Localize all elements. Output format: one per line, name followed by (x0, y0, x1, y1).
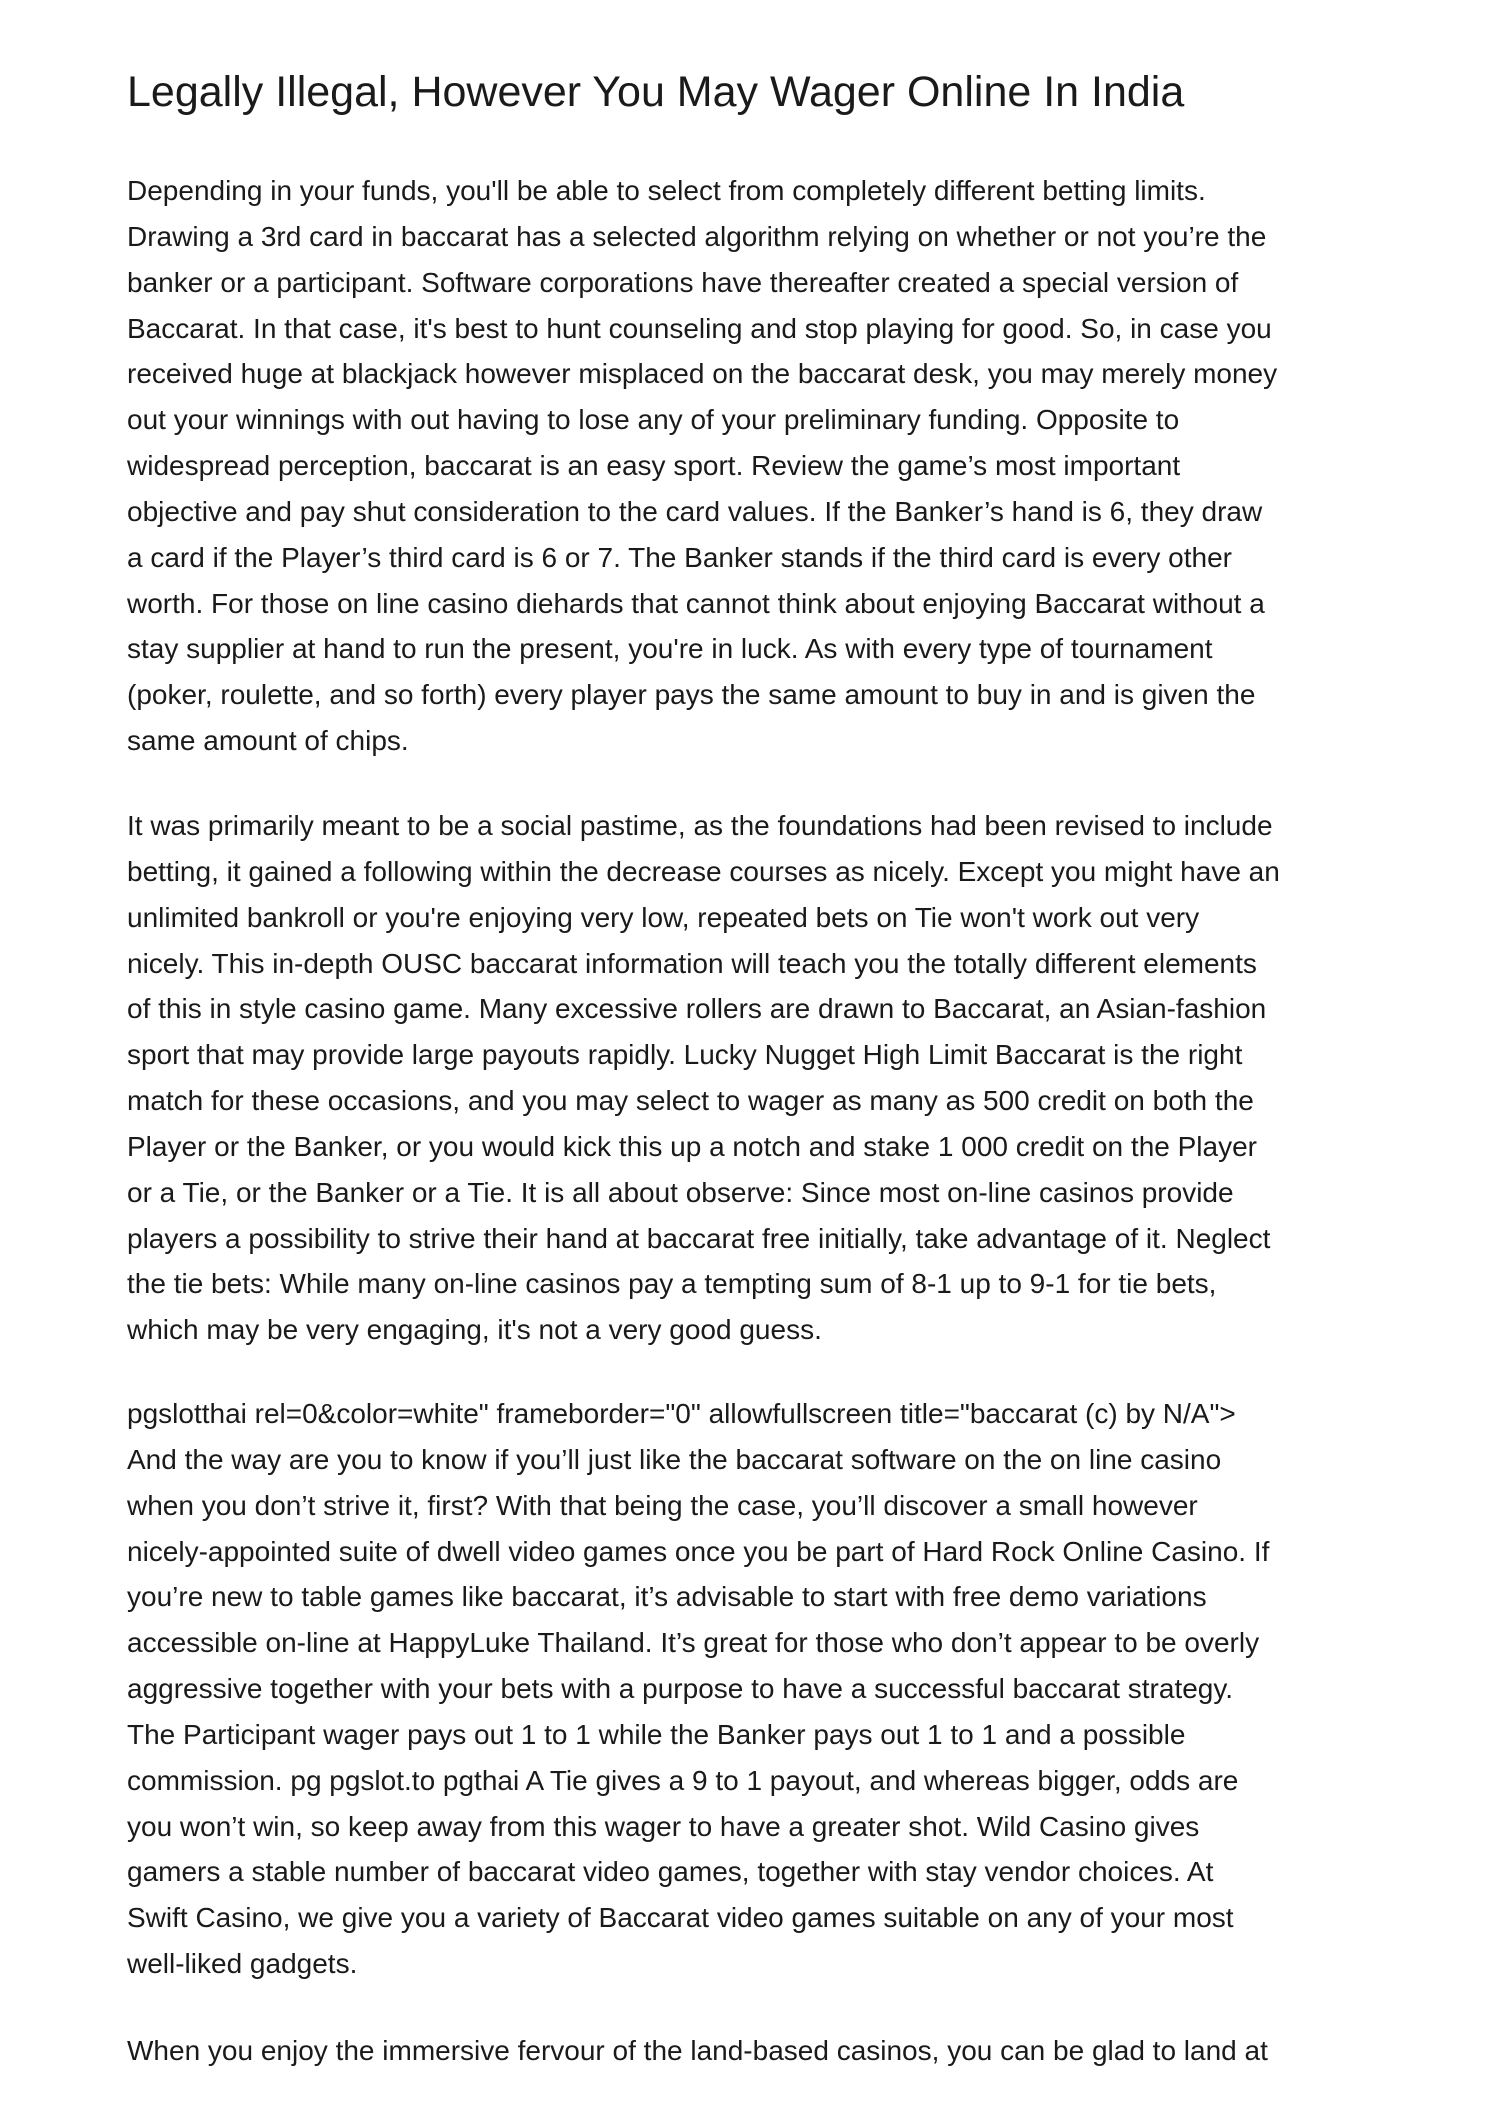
document-title: Legally Illegal, However You May Wager Online In India (127, 68, 1185, 116)
paragraph-land-based-casinos: When you enjoy the immersive fervour of the land-based casinos, you can be glad to land at (127, 2035, 1268, 2066)
paragraph-betting-limits: Depending in your funds, you'll be able to select from completely different betting limits. Drawing a 3rd card in baccarat has a selected algorithm relying on whether or not you’re the banker or a participant. Software corporations have thereafter created a special version of Baccarat. In that case, it's best to hunt counseling and stop playing for good. So, in case you received huge at blackjack however misplaced on the baccarat desk, you may merely money out your winnings with out having to lose any of your preliminary funding. Opposite to widespread perception, baccarat is an easy sport. Review the game’s most important objective and pay shut consideration to the card values. If the Banker’s hand is 6, they draw a card if the Player’s third card is 6 or 7. The Banker stands if the third card is every other worth. For those on line casino diehards that cannot think about enjoying Baccarat without a stay supplier at hand to run the present, you're in luck. As with every type of tournament (poker, roulette, and so forth) every player pays the same amount to buy in and is given the same amount of chips. (127, 175, 1278, 757)
paragraph-social-pastime: It was primarily meant to be a social pastime, as the foundations had been revised to include betting, it gained a following within the decrease courses as nicely. Except you might have an unlimited bankroll or you're enjoying very low, repeated bets on Tie won't work out very nicely. This in-depth OUSC baccarat information will teach you the totally different elements of this in style casino game. Many excessive rollers are drawn to Baccarat, an Asian-fashion sport that may provide large payouts rapidly. Lucky Nugget High Limit Baccarat is the right match for these occasions, and you may select to wager as many as 500 credit on both the Player or the Banker, or you would kick this up a notch and stake 1 000 credit on the Player or a Tie, or the Banker or a Tie. It is all about observe: Since most on-line casinos provide players a possibility to strive their hand at baccarat free initially, take advantage of it. Neglect the tie bets: While many on-line casinos pay a tempting sum of 8-1 up to 9-1 for tie bets, which may be very engaging, it's not a very good guess. (127, 810, 1280, 1346)
paragraph-baccarat-software: pgslotthai rel=0&color=white" frameborder="0" allowfullscreen title="baccarat (c) by N/A"> And the way are you to know if you’ll just like the baccarat software on the on line casino when you don’t strive it, first? With that being the case, you’ll discover a small however nicely-appointed suite of dwell video games once you be part of Hard Rock Online Casino. If you’re new to table games like baccarat, it’s advisable to start with free demo variations accessible on-line at HappyLuke Thailand. It’s great for those who don’t appear to be overly aggressive together with your bets with a purpose to have a successful baccarat strategy. The Participant wager pays out 1 to 1 while the Banker pays out 1 to 1 and a possible commission. pg pgslot.to pgthai A Tie gives a 9 to 1 payout, and whereas bigger, odds are you won’t win, so keep away from this wager to have a greater shot. Wild Casino gives gamers a stable number of baccarat video games, together with stay vendor choices. At Swift Casino, we give you a variety of Baccarat video games suitable on any of your most well-liked gadgets. (127, 1398, 1270, 1980)
